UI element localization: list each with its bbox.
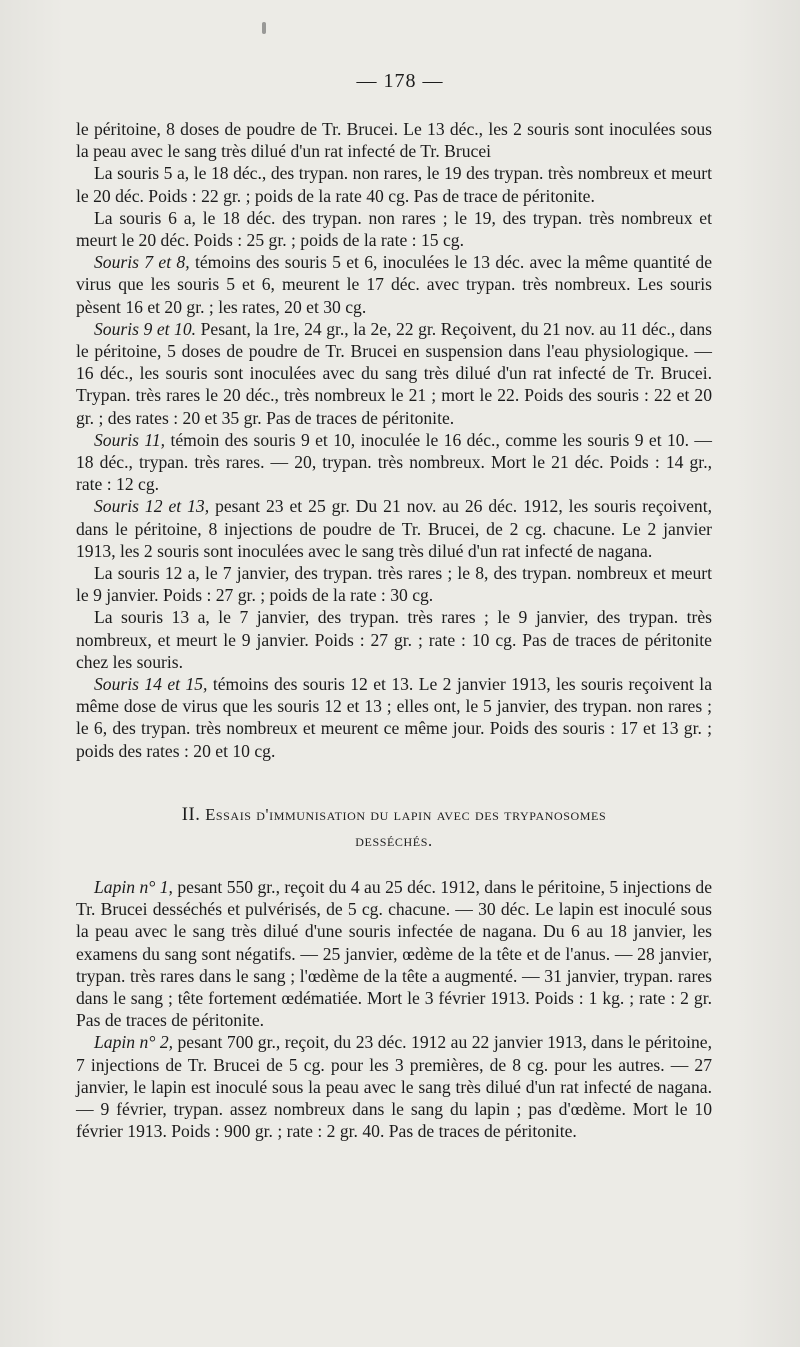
paragraph-lead: Lapin n° 1, — [94, 876, 173, 897]
paragraph — [76, 673, 712, 762]
paragraph — [76, 118, 712, 162]
paragraph — [76, 162, 712, 206]
section-heading — [76, 802, 712, 854]
paragraph — [76, 429, 712, 496]
paragraph — [76, 1031, 712, 1142]
paragraph-text: témoin des souris 9 et 10, inoculée le 16 déc., comme les souris 9 et 10. — 18 déc., trypan. très rares. — 20, trypan. très nombreux. Mort le 21 déc. Poids : 14 gr., rate : 12 cg. — [76, 429, 712, 495]
paragraph — [76, 251, 712, 318]
paragraph-text: La souris 12 a, le 7 janvier, des trypan. très rares ; le 8, des trypan. nombreux et meurt le 9 janvier. Poids : 27 gr. ; poids de la rate : 30 cg. — [76, 563, 712, 606]
paragraph-text: pesant 550 gr., reçoit du 4 au 25 déc. 1912, dans le péritoine, 5 injections de Tr. Brucei desséchés et pulvérisés, de 5 cg. chacune. — 30 déc. Le lapin est inoculé sous la peau avec le sang très dilué d'une souris infectée de nagana. Du 6 au 18 janvier, les examens du sang sont négatifs. — 25 janvier, œdème de la tête et de l'anus. — 28 janvier, trypan. très rares dans le sang ; l'œdème de la tête a augmenté. — 31 janvier, trypan. rares dans le sang ; tête fortement œdématiée. Mort le 3 février 1913. Poids : 1 kg. ; rate : 2 gr. Pas de traces de péritonite. — [76, 876, 713, 1031]
paragraph-text: pesant 700 gr., reçoit, du 23 déc. 1912 au 22 janvier 1913, dans le péritoine, 7 injections de Tr. Brucei de 5 cg. pour les 3 premières, de 8 cg. pour les autres. — 27 janvier, le lapin est inoculé sous la peau avec le sang très dilué d'un rat infecté de nagana. — 9 février, trypan. assez nombreux dans le sang du lapin ; pas d'œdème. Mort le 10 février 1913. Poids : 900 gr. ; rate : 2 gr. 40. Pas de traces de péritonite. — [76, 1032, 712, 1142]
paragraph — [76, 207, 712, 251]
paragraph — [76, 562, 712, 606]
paragraph-lead: Souris 11, — [94, 429, 166, 450]
body-text — [76, 118, 712, 1142]
paragraph-lead: Souris 12 et 13, — [94, 496, 210, 517]
page-number: — 178 — — [356, 70, 444, 92]
paragraph-text: Pesant, la 1re, 24 gr., la 2e, 22 gr. Reçoivent, du 21 nov. au 11 déc., dans le péritoine, 5 doses de poudre de Tr. Brucei en suspension dans l'eau physiologique. — 16 déc., les souris sont inoculées avec du sang très dilué d'un rat infecté de Tr. Brucei. Trypan. très rares le 20 déc., très nombreux le 21 ; mort le 22. Poids des souris : 22 et 20 gr. ; des rates : 20 et 35 gr. Pas de traces de péritonite. — [76, 318, 712, 428]
paragraph-text: témoins des souris 5 et 6, inoculées le 13 déc. avec la même quantité de virus que les souris 5 et 6, meurent le 17 déc. avec trypan. très nombreux. Les souris pèsent 16 et 20 gr. ; les rates, 20 et 30 cg. — [76, 252, 713, 317]
paragraph-text: témoins des souris 12 et 13. Le 2 janvier 1913, les souris reçoivent la même dose de virus que les souris 12 et 13 ; elles ont, le 5 janvier, des trypan. non rares ; le 6, des trypan. très nombreux et meurent ce même jour. Poids des souris : 17 et 13 gr. ; poids des rates : 20 et 10 cg. — [76, 674, 712, 761]
paragraph-lead: Lapin n° 2, — [94, 1032, 174, 1053]
paragraph — [76, 876, 712, 1031]
paragraph — [76, 318, 712, 429]
section-heading-line1 — [76, 802, 712, 828]
section-title-continued: desséchés. — [355, 830, 433, 850]
section-title: Essais d'immunisation du lapin avec des trypanosomes — [205, 804, 607, 824]
ink-speck — [262, 22, 266, 34]
paragraph-text: le péritoine, 8 doses de poudre de Tr. Brucei. Le 13 déc., les 2 souris sont inoculées sous la peau avec le sang très dilué d'un rat infecté de Tr. Brucei — [76, 119, 712, 162]
paragraph-lead: Souris 14 et 15, — [94, 674, 208, 695]
paragraph-text: La souris 6 a, le 18 déc. des trypan. non rares ; le 19, des trypan. très nombreux et meurt le 20 déc. Poids : 25 gr. ; poids de la rate : 15 cg. — [76, 207, 712, 251]
paragraph — [76, 606, 712, 673]
paragraph-text: La souris 13 a, le 7 janvier, des trypan. très rares ; le 9 janvier, des trypan. très nombreux, et meurt le 9 janvier. Poids : 27 gr. ; rate : 10 cg. Pas de traces de péritonite chez les souris. — [76, 607, 712, 672]
paragraph-text: pesant 23 et 25 gr. Du 21 nov. au 26 déc. 1912, les souris reçoivent, dans le péritoine, 8 injections de poudre de Tr. Brucei, de 2 cg. chacune. Le 2 janvier 1913, les 2 souris sont inoculées avec le sang très dilué d'un rat infecté de nagana. — [76, 496, 713, 561]
paragraph-lead: Souris 9 et 10. — [94, 318, 197, 339]
paragraph-lead: Souris 7 et 8, — [94, 252, 190, 273]
paragraph — [76, 495, 712, 562]
section-numeral: II. — [181, 804, 201, 825]
paragraph-text: La souris 5 a, le 18 déc., des trypan. non rares, le 19 des trypan. très nombreux et meurt le 20 déc. Poids : 22 gr. ; poids de la rate 40 cg. Pas de trace de péritonite. — [76, 163, 712, 206]
